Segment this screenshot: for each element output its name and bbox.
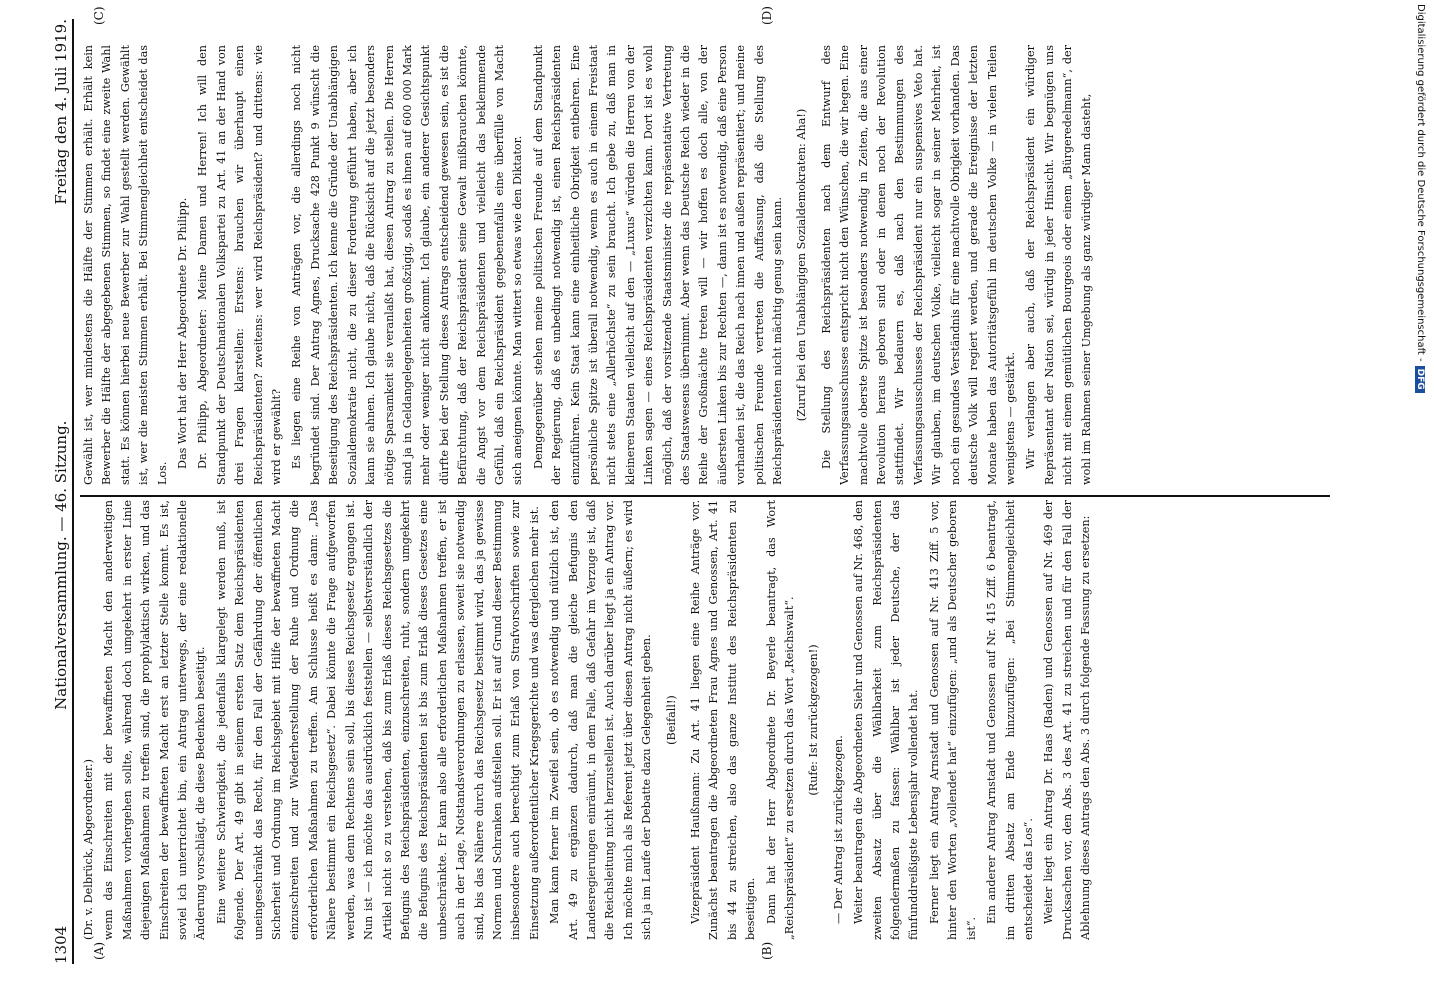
paragraph: Man kann ferner im Zweifel sein, ob es notwendig und nützlich ist, den Art. 49 zu ergänzen dadurch, daß man die gleiche Befugnis den Landesregierungen einräumt, in dem Falle, daß Gefahr im Verzuge ist, daß die Reichsleitung nicht herzustellen ist. Auch darüber liegt ja ein Antrag vor. Ich möchte mich als Referent jetzt über diesen Antrag nicht äußern; es wird sich ja im Laufe der Debatte dazu Gelegenheit geben. (548, 500, 654, 940)
paragraph: Demgegenüber stehen meine politischen Freunde auf dem Standpunkt der Regierung, daß es unbedingt notwendig ist, einen Reichspräsidenten einzuführen. Kein Staat kann eine einheitliche Obrigkeit entbehren. Eine persönliche Spitze ist überall notwendig, wenn es auch in einem Freistaat nicht stets eine „Allerhöchste“ zu sein braucht. Ich gebe zu, daß man in kleineren Staaten vielleicht auf den — „Luxus“ würden die Herren von der Linken sagen — eines Reichspräsidenten verzichten kann. Dort ist es wohl möglich, daß der vorsitzende Staatsminister die repräsentative Vertretung des Staatswesens übernimmt. Aber wenn das Deutsche Reich wieder in die Reihe der Großmächte treten will — wir hoffen es doch alle, von der äußersten Linken bis zur Rechten —, dann ist es notwendig, daß eine Person vorhanden ist, die das Reich nach innen und außen repräsentiert; und meine politischen Freunde vertreten die Auffassung, daß die Stellung des Reichspräsidenten nicht mächtig genug sein kann. (531, 45, 785, 485)
paragraph: Die Stellung des Reichspräsidenten nach dem Entwurf des Verfassungsausschusses entspricht nicht den Wünschen, die wir hegen. Eine machtvolle oberste Spitze ist besonders notwendig in Zeiten, die aus einer Revolution heraus geboren sind oder in denen noch der Revolution stattfindet. Wir bedauern es, daß nach den Bestimmungen des Verfassungsausschusses der Reichspräsident nur ein suspensives Veto hat. Wir glauben, im deutschen Volke, vielleicht sogar in seiner Mehrheit, ist noch ein gesundes Verständnis für eine machtvolle Obrigkeit vorhanden. Das deutsche Volk will regiert werden, und gerade die Ereignisse der letzten Monate haben das Autoritätsgefühl im deutschen Volke — in vielen Teilen wenigstens — gestärkt. (819, 45, 1017, 485)
right-text-column (80, 45, 1320, 485)
margin-marker-b: (B) (760, 941, 774, 960)
paragraph: Ein anderer Antrag Arnstadt und Genossen auf Nr. 415 Ziff. 6 beantragt, im dritten Absatz am Ende hinzuzufügen: „Bei Stimmengleichheit entscheidet das Los“. (985, 500, 1035, 940)
paragraph: Weiter liegt ein Antrag Dr. Haas (Baden) und Genossen auf Nr. 469 der Drucksachen vor, den Abs. 3 des Art. 41 zu streichen und für den Fall der Ablehnung dieses Antrags den Abs. 3 durch folgende Fassung zu ersetzen: (1042, 500, 1093, 940)
paragraph: Vizepräsident Haußmann: Zu Art. 41 liegen eine Reihe Anträge vor. Zunächst beantragen die Abgeordneten Frau Agnes und Genossen, Art. 41 bis 44 zu streichen, also das ganze Institut des Reichspräsidenten zu beseitigen. (689, 500, 758, 940)
paragraph: Gewählt ist, wer mindestens die Hälfte der Stimmen erhält. Erhält kein Bewerber die Hälfte der abgegebenen Stimmen, so findet eine zweite Wahl statt. Es können hierbei neue Bewerber zur Wahl gestellt werden. Gewählt ist, wer die meisten Stimmen erhält. Bei Stimmengleichheit entscheidet das Los. (82, 45, 169, 485)
margin-marker-d: (D) (760, 6, 774, 25)
header-left-title: Nationalversammlung. — 46. Sitzung. (52, 420, 70, 710)
paragraph: wenn das Einschreiten mit der bewaffneten Macht den anderweitigen Maßnahmen vorhergehen sollte, während doch umgekehrt in erster Linie diejenigen Maßnahmen zu treffen sind, die prophylaktisch wirken, und das Einschreiten der bewaffneten Macht erst an letzter Stelle kommt. Es ist, soviel ich unterrichtet bin, ein Antrag unterwegs, der eine redaktionelle Änderung vorschlägt, die diese Bedenken beseitigt. (102, 500, 208, 940)
dfg-credit-strip (1402, 4, 1432, 994)
paragraph: Dr. Philipp, Abgeordneter: Meine Damen und Herren! Ich will den Standpunkt der Deutschnationalen Volkspartei zu Art. 41 an der Hand von drei Fragen klarstellen: Erstens: brauchen wir überhaupt einen Reichspräsidenten? zweitens: wer wird Reichspräsident? und drittens: wie wird er gewählt? (196, 45, 284, 485)
paragraph: Eine weitere Schwierigkeit, die jedenfalls klargelegt werden muß, ist folgende. Der Art. 49 gibt in seinem ersten Satz dem Reichspräsidenten uneingeschränkt das Recht, für den Fall der Gefährdung der öffentlichen Sicherheit und Ordnung im Reichsgebiet mit Hilfe der bewaffneten Macht einzuschreiten und zur Wiederherstellung der Ruhe und Ordnung die erforderlichen Maßnahmen zu treffen. Am Schlusse heißt es dann: „Das Nähere bestimmt ein Reichsgesetz“. Dabei könnte die Frage aufgeworfen werden, was denn Rechtens sein soll, bis dieses Reichsgesetz ergangen ist. Nun ist — ich möchte das ausdrücklich feststellen — selbstverständlich der Artikel nicht so zu verstehen, daß bis zum Erlaß dieses Reichsgesetzes die Befugnis des Reichspräsidenten, einzuschreiten, ruht, sondern umgekehrt die Befugnis des Reichspräsidenten ist bis zum Erlaß dieses Gesetzes eine unbeschränkte. Er kann also alle erforderlichen Maßnahmen treffen, er ist auch in der Lage, Notstandsverordnungen zu erlassen, soweit sie notwendig sind, bis das Nähere durch das Reichsgesetz bestimmt wird, das ja gewisse Normen und Schranken aufstellen soll. Er ist auf Grund dieser Bestimmung insbesondere auch berechtigt zum Erlaß von Strafvorschriften sowie zur Einsetzung außerordentlicher Kriegsgerichte und was dergleichen mehr ist. (214, 500, 541, 940)
paragraph: Dann hat der Herr Abgeordnete Dr. Beyerle beantragt, das Wort „Reichspräsident“ zu ersetzen durch das Wort „Reichswalt“. (764, 500, 797, 940)
dfg-credit-text: Digitalisierung gefördert durch die Deutsche Forschungsgemeinschaft - (1415, 4, 1426, 362)
paragraph: (Dr. v. Delbrück, Abgeordneter.) (82, 759, 95, 940)
paragraph: Das Wort hat der Herr Abgeordnete Dr. Philipp. (176, 197, 190, 469)
dfg-logo-badge: DFG (1415, 366, 1425, 393)
page-number: 1304 (52, 925, 70, 964)
margin-marker-c: (C) (92, 6, 106, 25)
paragraph: (Zuruf bei den Unabhängigen Sozialdemokraten: Aha!) (795, 108, 809, 422)
paragraph: Weiter beantragen die Abgeordneten Siehr und Genossen auf Nr. 468, den zweiten Absatz über die Wählbarkeit zum Reichspräsidenten folgendermaßen zu fassen: Wählbar ist jeder Deutsche, der das fünfunddreißigste Lebensjahr vollendet hat. (852, 500, 921, 940)
header-rule (72, 19, 74, 964)
page-header (40, 19, 70, 964)
margin-marker-a: (A) (92, 941, 106, 960)
column-divider (80, 495, 1330, 497)
left-text-column (80, 500, 1320, 940)
paragraph: Ferner liegt ein Antrag Arnstadt und Genossen auf Nr. 413 Ziff. 5 vor, hinter den Worten „vollendet hat“ einzufügen: „und als Deutscher geboren ist“. (927, 500, 978, 940)
dfg-credit-line (1402, 4, 1426, 994)
paragraph: Es liegen eine Reihe von Anträgen vor, die allerdings noch nicht begründet sind. Der Antrag Agnes, Drucksache 428 Punkt 9 wünscht die Beseitigung des Reichspräsidenten. Ich kenne die Gründe der Unabhängigen Sozialdemokratie nicht, die zu dieser Forderung geführt haben, aber ich kann sie ahnen. Ich glaube nicht, daß die Rücksicht auf die jetzt besonders nötige Sparsamkeit sie veranlaßt hat, diesen Antrag zu stellen. Die Herren sind ja in Geldangelegenheiten großzügig, sodaß es ihnen auf 600 000 Mark mehr oder weniger nicht ankommt. Ich glaube, ein anderer Gesichtspunkt dürfte bei der Stellung dieses Antrags entscheidend gewesen sein, es ist die Befürchtung, daß der Reichspräsident seine Gewalt mißbrauchen könnte, die Angst vor dem Reichspräsidenten und vielleicht das beklemmende Gefühl, daß ein Reichspräsident gegebenenfalls eine überfülle von Macht sich aneignen könnte. Man wittert so etwas wie den Diktator. (290, 45, 525, 485)
paragraph: — Der Antrag ist zurückgezogen. (831, 735, 845, 924)
header-right-title: Freitag den 4. Juli 1919. (52, 19, 70, 205)
paragraph: (Rufe: Ist zurückgezogen!) (807, 644, 821, 796)
paragraph: Wir verlangen aber auch, daß der Reichspräsident ein würdiger Repräsentant der Nation sei, würdig in jeder Hinsicht. Wir begnügen uns nicht mit einem gemütlichen Bourgeois oder einem „Bürgeredelmann“, der wohl im Rahmen seiner Umgebung als ganz würdiger Mann dasteht, (1024, 45, 1093, 485)
paragraph: (Beifall!) (664, 695, 678, 745)
